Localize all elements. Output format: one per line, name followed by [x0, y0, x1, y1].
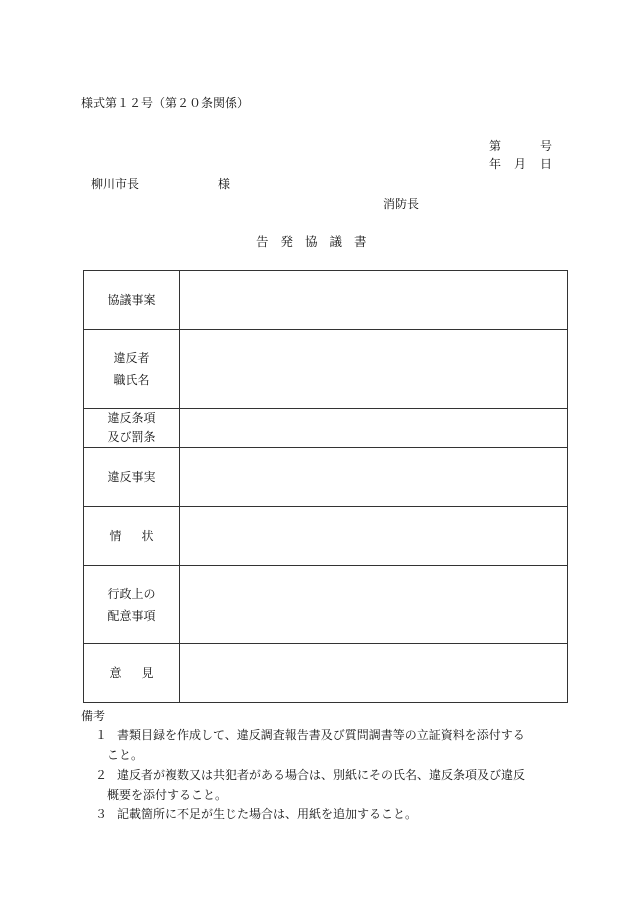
row-value-facts[interactable] — [180, 448, 568, 507]
row-value-case[interactable] — [180, 271, 568, 330]
note-text: 違反者が複数又は共犯者がある場合は、別紙にその氏名、違反条項及び違反 — [117, 768, 526, 782]
note-text: 書類目録を作成して、違反調査報告書及び質問調書等の立証資料を添付する — [117, 728, 525, 742]
note-number: １ — [95, 728, 108, 742]
note-text-continued: こと。 — [107, 748, 144, 762]
row-label-provisions: 違反条項 及び罰条 — [84, 409, 180, 448]
document-number-suffix: 号 — [540, 139, 553, 153]
row-label-violator: 違反者 職氏名 — [84, 330, 180, 409]
table-row — [84, 507, 568, 566]
note-text-continued: 概要を添付すること。 — [107, 788, 228, 802]
row-value-provisions[interactable] — [180, 409, 568, 448]
notes-heading: 備考 — [81, 709, 106, 723]
row-value-circumstances[interactable] — [180, 507, 568, 566]
note-item — [95, 725, 565, 765]
honorific: 様 — [218, 177, 231, 191]
note-number: ３ — [95, 807, 108, 821]
table-row — [84, 330, 568, 409]
row-label-facts: 違反事実 — [84, 448, 180, 507]
note-number: ２ — [95, 768, 108, 782]
table-row — [84, 409, 568, 448]
row-value-violator[interactable] — [180, 330, 568, 409]
sender: 消防長 — [383, 197, 420, 211]
addressee: 柳川市長 — [91, 177, 140, 191]
row-label-administrative: 行政上の 配意事項 — [84, 566, 180, 644]
table-row — [84, 448, 568, 507]
date-day-label: 日 — [540, 157, 553, 171]
row-label-opinion: 意見 — [84, 644, 180, 703]
note-item — [95, 804, 565, 824]
date-month-label: 月 — [514, 157, 527, 171]
note-item — [95, 765, 565, 805]
row-label-case: 協議事案 — [84, 271, 180, 330]
consultation-form-table — [83, 270, 568, 703]
note-text: 記載箇所に不足が生じた場合は、用紙を追加すること。 — [117, 807, 418, 821]
date-year-label: 年 — [489, 157, 502, 171]
document-number-label: 第 — [489, 139, 502, 153]
row-value-opinion[interactable] — [180, 644, 568, 703]
row-value-administrative[interactable] — [180, 566, 568, 644]
row-label-circumstances: 情状 — [84, 507, 180, 566]
table-row — [84, 644, 568, 703]
document-title: 告発協議書 — [256, 234, 379, 249]
table-row — [84, 271, 568, 330]
table-row — [84, 566, 568, 644]
form-number: 様式第１２号（第２０条関係） — [81, 96, 250, 110]
